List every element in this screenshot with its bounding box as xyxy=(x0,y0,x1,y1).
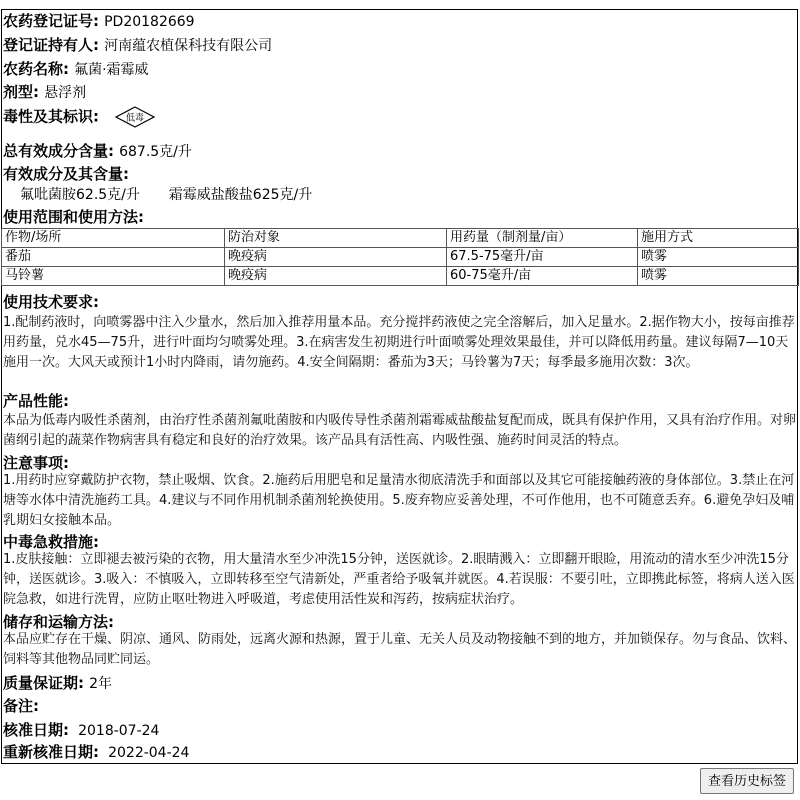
usage-label: 使用范围和使用方法: xyxy=(3,208,144,226)
shelf-life-label: 质量保证期: xyxy=(3,674,84,692)
low-toxicity-badge-icon xyxy=(114,106,156,128)
table-row xyxy=(2,267,799,286)
formulation-label: 剂型: xyxy=(3,83,39,101)
usage-table xyxy=(1,228,799,286)
registration-number-label: 农药登记证号: xyxy=(3,12,99,30)
usage-cell-method: 喷雾 xyxy=(638,248,799,267)
first-aid-heading xyxy=(3,532,99,552)
pesticide-name-value: 氟菌·霜霉威 xyxy=(74,62,149,78)
toxicity-label: 毒性及其标识: xyxy=(3,107,99,126)
pesticide-name-row xyxy=(3,59,149,80)
product-performance-label: 产品性能: xyxy=(3,392,69,410)
active-ingredient-2: 霜霉威盐酸盐625克/升 xyxy=(168,187,313,203)
usage-header-target: 防治对象 xyxy=(225,229,447,248)
formulation-value: 悬浮剂 xyxy=(44,85,87,101)
usage-cell-dosage: 67.5-75毫升/亩 xyxy=(447,248,638,267)
toxicity-badge-text: 低毒 xyxy=(126,113,145,124)
reapproval-date-row xyxy=(3,742,189,763)
usage-section-heading xyxy=(3,207,144,227)
usage-cell-dosage: 60-75毫升/亩 xyxy=(447,267,638,286)
shelf-life-value: 2年 xyxy=(89,676,113,692)
view-history-label-button[interactable]: 查看历史标签 xyxy=(700,768,794,794)
technical-requirements-label: 使用技术要求: xyxy=(3,293,99,311)
active-ingredient-1: 氟吡菌胺62.5克/升 xyxy=(20,187,140,203)
reapproval-date-label: 重新核准日期: xyxy=(3,743,99,761)
approval-date-label: 核准日期: xyxy=(3,721,69,739)
usage-header-crop: 作物/场所 xyxy=(2,229,225,248)
total-content-row xyxy=(3,141,192,162)
approval-date-row xyxy=(3,720,159,741)
first-aid-text: 1.皮肤接触：立即褪去被污染的衣物，用大量清水至少冲洗15分钟，送医就诊。2.眼睛溅入：立即翻开眼睑，用流动的清水至少冲洗15分钟，送医就诊。3.吸入：不慎吸入，立即转移至空气清新处，严重者给予吸氧并就医。4.若误服：不要引吐，立即携此标签，将病人送入医院急救，如进行洗胃，应防止呕吐物进入呼吸道，考虑使用活性炭和泻药，按病症状治疗。 xyxy=(3,552,795,607)
usage-cell-target: 晚疫病 xyxy=(225,248,447,267)
usage-header-dosage: 用药量（制剂量/亩） xyxy=(447,229,638,248)
registration-number-row xyxy=(3,11,195,32)
active-ingredients-row xyxy=(3,164,129,184)
usage-cell-method: 喷雾 xyxy=(638,267,799,286)
storage-label: 储存和运输方法: xyxy=(3,613,114,631)
storage-text: 本品应贮存在干燥、阴凉、通风、防雨处，远离火源和热源，置于儿童、无关人员及动物接触不到的地方，并加锁保存。勿与食品、饮料、饲料等其他物品同贮同运。 xyxy=(3,632,797,667)
holder-label: 登记证持有人: xyxy=(3,36,99,54)
holder-row xyxy=(3,35,272,56)
usage-header-method: 施用方式 xyxy=(638,229,799,248)
precautions-heading xyxy=(3,453,69,473)
usage-cell-target: 晚疫病 xyxy=(225,267,447,286)
usage-cell-crop: 番茄 xyxy=(2,248,225,267)
usage-cell-crop: 马铃薯 xyxy=(2,267,225,286)
precautions-label: 注意事项: xyxy=(3,454,69,472)
remarks-row xyxy=(3,696,39,716)
approval-date-value: 2018-07-24 xyxy=(78,723,160,739)
precautions-text: 1.用药时应穿戴防护衣物，禁止吸烟、饮食。2.施药后用肥皂和足量清水彻底清洗手和面部以及其它可能接触药液的身体部位。3.禁止在河塘等水体中清洗施药工具。4.建议与不同作用机制杀菌剂轮换使用。5.废弃物应妥善处理，不可作他用，也不可随意丢弃。6.避免孕妇及哺乳期妇女接触本品。 xyxy=(3,473,795,528)
toxicity-row xyxy=(3,106,156,128)
first-aid-label: 中毒急救措施: xyxy=(3,533,99,551)
table-row xyxy=(2,248,799,267)
reapproval-date-value: 2022-04-24 xyxy=(108,745,190,761)
technical-requirements-heading xyxy=(3,292,99,312)
technical-requirements-text: 1.配制药液时，向喷雾器中注入少量水，然后加入推荐用量本品。充分搅拌药液使之完全溶解后，加入足量水。2.据作物大小，按每亩推荐用药量，兑水45—75升，进行叶面均匀喷雾处理。3.在病害发生初期进行叶面喷雾处理效果最佳，并可以降低用药量。建议每隔7—10天施用一次。大风天或预计1小时内降雨，请勿施药。4.安全间隔期：番茄为3天；马铃薯为7天；每季最多施用次数：3次。 xyxy=(3,315,795,370)
usage-table-header-row xyxy=(2,229,799,248)
remarks-label: 备注: xyxy=(3,697,39,715)
storage-heading xyxy=(3,612,114,632)
product-performance-text: 本品为低毒内吸性杀菌剂，由治疗性杀菌剂氟吡菌胺和内吸传导性杀菌剂霜霉威盐酸盐复配而成，既具有保护作用，又具有治疗作用。对卵菌纲引起的蔬菜作物病害具有稳定和良好的治疗效果。该产品具有活性高、内吸性强、施药时间灵活的特点。 xyxy=(3,413,797,448)
total-content-value: 687.5克/升 xyxy=(119,144,192,160)
shelf-life-row xyxy=(3,673,112,694)
total-content-label: 总有效成分含量: xyxy=(3,142,114,160)
formulation-row xyxy=(3,82,86,103)
active-ingredients-list xyxy=(20,185,312,205)
pesticide-name-label: 农药名称: xyxy=(3,60,69,78)
registration-number-value: PD20182669 xyxy=(104,14,195,30)
active-ingredients-label: 有效成分及其含量: xyxy=(3,165,129,183)
product-performance-heading xyxy=(3,391,69,411)
holder-value: 河南蕴农植保科技有限公司 xyxy=(104,38,273,54)
